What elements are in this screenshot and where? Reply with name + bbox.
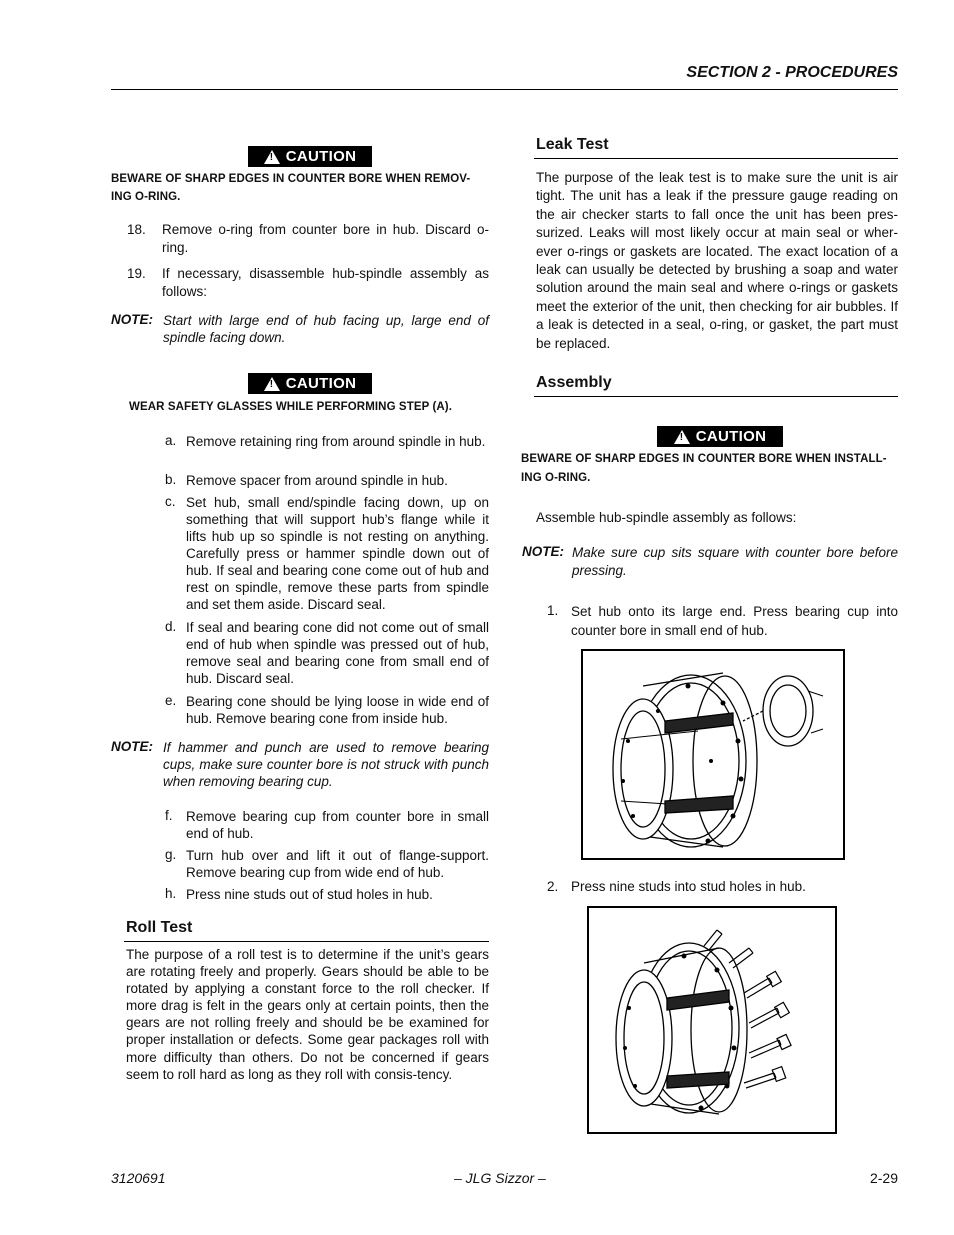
footer-title: – JLG Sizzor – — [454, 1170, 546, 1186]
roll-test-heading: Roll Test — [126, 919, 193, 936]
substep-text: Remove retaining ring from around spindle in hub. — [186, 434, 486, 449]
item-letter: a. — [165, 433, 177, 448]
leak-test-text: The purpose of the leak test is to make sure the unit is air tight. The unit has a leak if the pressure gauge reading on the air checker starts to fall once the unit has been pres-surized. Leaks will most likely occur at main seal or wher-ever o-rings or gaskets are located. The exact location of a leak can usually be detected by brushing a soap and water solution around the main seal and where o-rings or gaskets meet the exterior of the unit, then checking for air bubbles. If a leak is detected in a seal, o-ring, or gasket, the part must be replaced. — [536, 170, 898, 351]
step-text: Remove o-ring from counter bore in hub. Discard o-ring. — [162, 222, 489, 255]
item-letter: f. — [165, 808, 173, 823]
hub-illustration — [583, 651, 843, 858]
step-number: 18. — [127, 222, 146, 237]
caution-text: WEAR SAFETY GLASSES WHILE PERFORMING STEP (A). — [129, 401, 453, 413]
substep-text: Remove bearing cup from counter bore in small end of hub. — [186, 809, 489, 841]
caution-banner — [248, 146, 372, 167]
step-number: 1. — [547, 603, 559, 618]
hub-bearing-cup-figure — [581, 649, 845, 860]
hub-studs-figure — [587, 906, 837, 1134]
heading-rule — [534, 158, 898, 159]
assembly-heading: Assembly — [536, 374, 612, 391]
item-letter: e. — [165, 693, 177, 708]
item-letter: g. — [165, 847, 177, 862]
warning-triangle-icon: ! — [264, 150, 280, 164]
warning-triangle-icon: ! — [674, 430, 690, 444]
assembly-intro: Assemble hub-spindle assembly as follows: — [536, 510, 797, 525]
substep-text: Remove spacer from around spindle in hub. — [186, 473, 448, 488]
item-letter: d. — [165, 619, 177, 634]
note-text: If hammer and punch are used to remove bearing cups, make sure counter bore is not struck with punch when removing bearing cup. — [163, 740, 489, 789]
header-divider — [111, 89, 898, 90]
section-title: SECTION 2 - PROCEDURES — [686, 64, 898, 81]
roll-test-text: The purpose of a roll test is to determine if the unit’s gears are rotating freely and properly. Gears should be able to be rotated by applying a constant force to the roll checker. If more drag is felt in the gears only at certain points, then the gears are not rolling freely and should be be examined for proper installation or defects. Some gear packages roll with more difficulty than others. Do not be concerned if gears seem to roll hard as long as they roll with consis-tency. — [126, 947, 489, 1082]
substep-text: If seal and bearing cone did not come out of small end of hub when spindle was pressed out of hub, remove seal and bearing cone from small end of hub. Discard seal. — [186, 620, 489, 686]
note-label: NOTE: — [111, 312, 153, 327]
substep-text: Set hub, small end/spindle facing down, up on something that will support hub’s flange while it lifts hub up so spindle is not resting on anything. Carefully press or hammer spindle down out of hub. If seal and bearing cone come out of hub and rest on spindle, remove these parts from spindle and set them aside. Discard seal. — [186, 495, 489, 612]
substep-text: Press nine studs out of stud holes in hub. — [186, 887, 433, 902]
step-number: 2. — [547, 879, 559, 894]
heading-rule — [534, 396, 898, 397]
leak-test-heading: Leak Test — [536, 136, 609, 153]
caution-label: CAUTION — [285, 375, 357, 392]
doc-number: 3120691 — [111, 1170, 166, 1186]
step-text: Press nine studs into stud holes in hub. — [571, 879, 806, 894]
note-label: NOTE: — [111, 739, 153, 754]
step-text: If necessary, disassemble hub-spindle assembly as follows: — [162, 266, 489, 299]
item-letter: c. — [165, 494, 176, 509]
step-text: Set hub onto its large end. Press bearing cup into counter bore in small end of hub. — [571, 604, 898, 638]
warning-triangle-icon: ! — [264, 377, 280, 391]
substep-text: Bearing cone should be lying loose in wide end of hub. Remove bearing cone from inside hub. — [186, 694, 489, 726]
caution-banner — [248, 373, 372, 394]
page-number: 2-29 — [869, 1170, 898, 1186]
note-text: Start with large end of hub facing up, large end of spindle facing down. — [163, 313, 489, 345]
hub-studs-illustration — [589, 908, 835, 1132]
substep-text: Turn hub over and lift it out of flange-support. Remove bearing cup from wide end of hub. — [186, 848, 489, 880]
item-letter: b. — [165, 472, 177, 487]
caution-banner — [657, 426, 783, 447]
heading-rule — [124, 941, 489, 942]
caution-label: CAUTION — [285, 148, 357, 165]
step-number: 19. — [127, 266, 146, 281]
caution-label: CAUTION — [695, 428, 767, 445]
note-label: NOTE: — [522, 544, 564, 559]
note-text: Make sure cup sits square with counter bore before pressing. — [572, 545, 898, 578]
caution-text: BEWARE OF SHARP EDGES IN COUNTER BORE WHEN INSTALL-ING O-RING. — [521, 453, 887, 484]
caution-text: BEWARE OF SHARP EDGES IN COUNTER BORE WHEN REMOV-ING O-RING. — [111, 173, 471, 203]
item-letter: h. — [165, 886, 177, 901]
